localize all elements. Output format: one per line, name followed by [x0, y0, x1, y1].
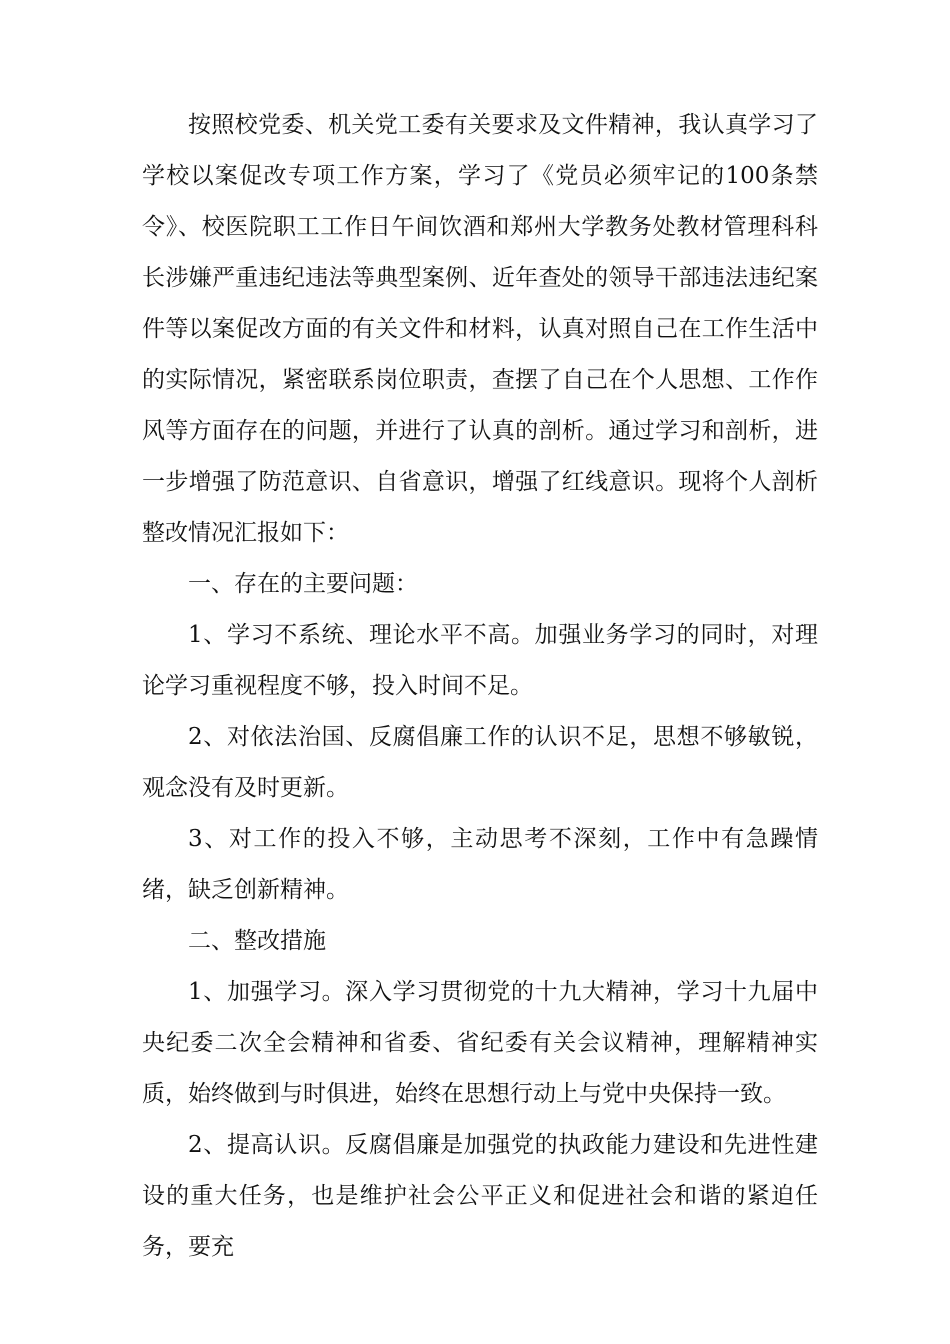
section-heading-problems: 一、存在的主要问题： [188, 571, 418, 597]
section-heading-measures: 二、整改措施 [188, 928, 326, 954]
intro-paragraph: 按照校党委、机关党工委有关要求及文件精神，我认真学习了学校以案促改专项工作方案，学习了《党员必须牢记的100条禁令》、校医院职工工作日午间饮酒和郑州大学教务处教材管理科科长涉嫌严重违纪违法等典型案例、近年查处的领导干部违法违纪案件等以案促改方面的有关文件和材料，认真对照自己在工作生活中的实际情况，紧密联系岗位职责，查摆了自己在个人思想、工作作风等方面存在的问题，并进行了认真的剖析。通过学习和剖析，进一步增强了防范意识、自省意识，增强了红线意识。现将个人剖析整改情况汇报如下： [142, 112, 818, 546]
measure-item-1: 1、加强学习。深入学习贯彻党的十九大精神，学习十九届中央纪委二次全会精神和省委、省纪委有关会议精神，理解精神实质，始终做到与时俱进，始终在思想行动上与党中央保持一致。 [142, 979, 818, 1107]
measure-item-2: 2、提高认识。反腐倡廉是加强党的执政能力建设和先进性建设的重大任务，也是维护社会公平正义和促进社会和谐的紧迫任务，要充 [142, 1132, 818, 1260]
problem-item-2: 2、对依法治国、反腐倡廉工作的认识不足，思想不够敏锐，观念没有及时更新。 [142, 724, 818, 801]
problem-item-3: 3、对工作的投入不够，主动思考不深刻，工作中有急躁情绪，缺乏创新精神。 [142, 826, 818, 903]
problem-item-1: 1、学习不系统、理论水平不高。加强业务学习的同时，对理论学习重视程度不够，投入时间不足。 [142, 622, 818, 699]
document-body [142, 100, 818, 1273]
